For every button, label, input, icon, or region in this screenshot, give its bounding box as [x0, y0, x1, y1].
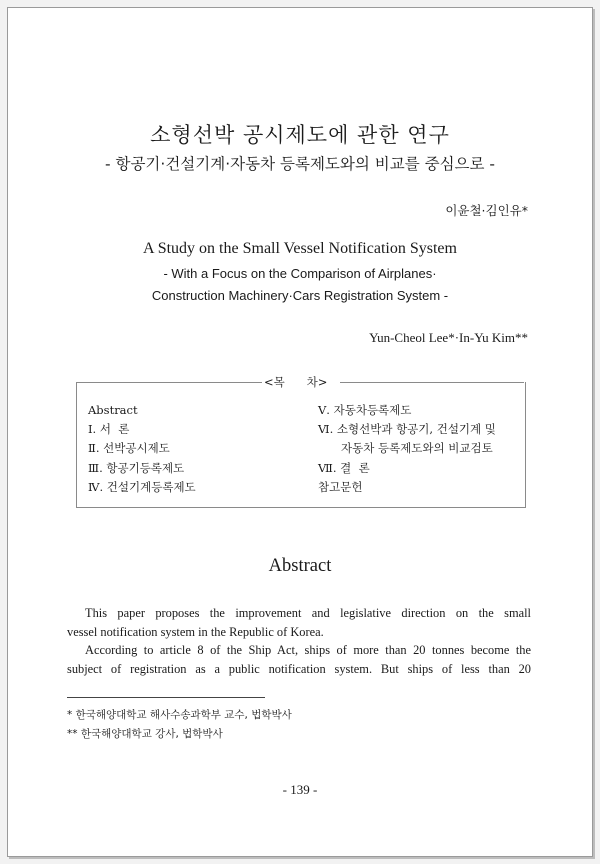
footnote-rule [67, 697, 265, 698]
toc-item: Ⅴ. 자동차등록제도 [318, 403, 412, 417]
toc-item: Ⅳ. 건설기계등록제도 [88, 479, 196, 494]
toc-item: Abstract [88, 403, 138, 417]
english-authors: Yun-Cheol Lee*·In-Yu Kim** [369, 330, 528, 345]
toc-item: 자동차 등록제도와의 비교검토 [341, 441, 493, 456]
abstract-line: subject of registration as a public notification system. But ships of less than 20 [67, 661, 531, 676]
page-number: - 139 - [282, 782, 318, 797]
toc-border-left [76, 382, 262, 383]
english-title: A Study on the Small Vessel Notification System [143, 240, 457, 257]
toc-item: Ⅱ. 선박공시제도 [88, 441, 170, 456]
abstract-line: According to article 8 of the Ship Act, ships of more than 20 tonnes become the [85, 643, 531, 658]
toc-left-column [88, 401, 196, 497]
toc-border-right [340, 382, 524, 383]
korean-title: 소형선박 공시제도에 관한 연구 [150, 123, 450, 147]
korean-authors: 이윤철·김인유* [445, 203, 528, 218]
toc-item: 참고문헌 [318, 479, 363, 494]
toc-item: Ⅶ. 결 론 [318, 460, 370, 475]
toc-item: Ⅰ. 서 론 [88, 422, 130, 437]
abstract-line: This paper proposes the improvement and legislative direction on the small [85, 606, 531, 620]
abstract-line: vessel notification system in the Republic of Korea. [67, 624, 324, 639]
toc-heading: <목 차> [264, 375, 328, 389]
korean-subtitle: - 항공기·건설기계·자동차 등록제도와의 비교를 중심으로 - [104, 155, 496, 173]
footnote: ** 한국해양대학교 강사, 법학박사 [67, 728, 223, 740]
english-subtitle-line2: Construction Machinery·Cars Registration System - [151, 288, 449, 303]
abstract-heading: Abstract [268, 556, 332, 576]
footnote: * 한국해양대학교 해사수송과학부 교수, 법학박사 [67, 709, 292, 721]
toc-item: Ⅵ. 소형선박과 항공기, 건설기계 및 [318, 422, 496, 437]
english-subtitle-line1: - With a Focus on the Comparison of Airplanes· [163, 266, 437, 281]
toc-right-column [318, 401, 496, 497]
abstract-body [67, 604, 531, 678]
toc-item: Ⅲ. 항공기등록제도 [88, 460, 185, 475]
